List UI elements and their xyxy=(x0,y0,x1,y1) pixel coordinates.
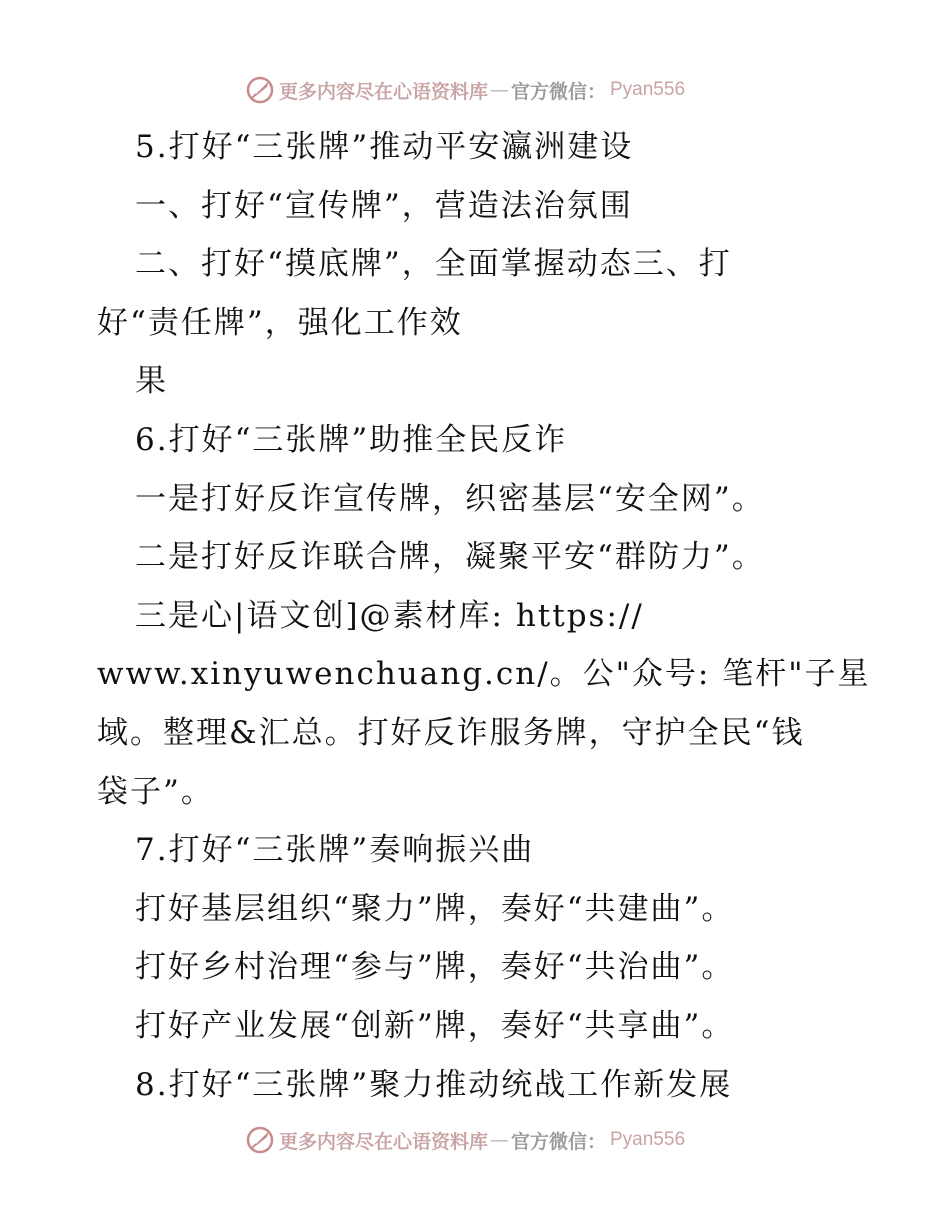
watermark-wechat-id: Pyan556 xyxy=(610,1129,686,1150)
watermark-brand: 更多内容尽在心语资料库 xyxy=(278,1130,488,1153)
paragraph-line: 袋子”。 xyxy=(97,773,214,810)
watermark-brand: 更多内容尽在心语资料库 xyxy=(278,80,488,103)
watermark-official-label: 官方微信： xyxy=(510,80,606,103)
paragraph-line: 三是心|语文创]@素材库: https:// xyxy=(135,597,644,634)
paragraph-line: 一、打好“宣传牌”，营造法治氛围 xyxy=(135,187,633,224)
section-heading-7: 7.打好“三张牌”奏响振兴曲 xyxy=(135,832,535,869)
watermark-official-label: 官方微信： xyxy=(510,1130,606,1153)
paragraph-line: 一是打好反诈宣传牌，织密基层“安全网”。 xyxy=(135,480,765,517)
watermark-separator: — xyxy=(489,79,509,101)
footer-watermark xyxy=(0,1120,950,1160)
paragraph-line: 打好产业发展“创新”牌，奏好“共享曲”。 xyxy=(135,1007,735,1044)
paragraph-line: 二是打好反诈联合牌，凝聚平安“群防力”。 xyxy=(135,539,765,576)
section-heading-6: 6.打好“三张牌”助推全民反诈 xyxy=(135,421,568,458)
section-heading-5: 5.打好“三张牌”推动平安瀛洲建设 xyxy=(135,129,634,165)
quill-pen-circle-icon xyxy=(245,75,275,105)
paragraph-line: 打好乡村治理“参与”牌，奏好“共治曲”。 xyxy=(135,949,735,986)
paragraph-line: www.xinyuwenchuang.cn/。公"众号: 笔杆"子星 xyxy=(97,656,871,693)
quill-pen-circle-icon xyxy=(245,1125,275,1155)
paragraph-line: 二、打好“摸底牌”，全面掌握动态三、打 xyxy=(135,246,732,283)
paragraph-line: 打好基层组织“聚力”牌，奏好“共建曲”。 xyxy=(135,890,735,927)
watermark-wechat-id: Pyan556 xyxy=(610,79,686,100)
document-body xyxy=(97,118,871,1114)
paragraph-line: 果 xyxy=(135,363,168,400)
header-watermark xyxy=(0,70,950,110)
section-heading-8: 8.打好“三张牌”聚力推动统战工作新发展 xyxy=(135,1066,733,1103)
paragraph-line: 域。整理&汇总。打好反诈服务牌，守护全民“钱 xyxy=(97,714,805,751)
watermark-separator: — xyxy=(489,1129,509,1151)
paragraph-line: 好“责任牌”，强化工作效 xyxy=(97,304,463,341)
